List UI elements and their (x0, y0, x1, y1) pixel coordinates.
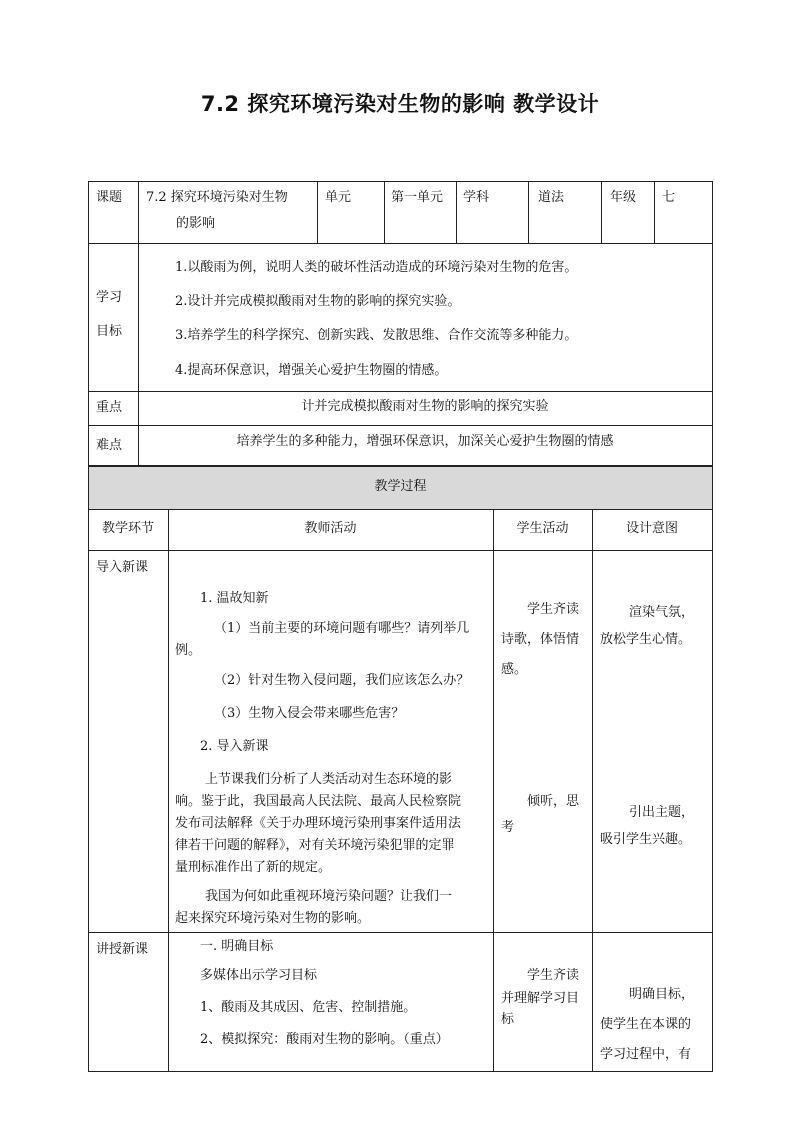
difficulty-label: 难点 (96, 438, 123, 453)
teacher-line: 多媒体出示学习目标 (200, 968, 318, 983)
teacher-line: 例。 (175, 643, 202, 658)
intent-line: 渲染气氛， (629, 605, 695, 620)
header-subject-label: 学科 (463, 190, 490, 205)
objective-item: 3.培养学生的科学探究、创新实践、发散思维、合作交流等多种能力。 (175, 328, 578, 343)
teacher-line: 起来探究环境污染对生物的影响。 (175, 911, 371, 926)
teacher-line: 2、模拟探究：酸雨对生物的影响。（重点） (200, 1032, 449, 1047)
intent-line: 明确目标， (629, 987, 695, 1002)
objectives-label-line1: 学习 (96, 290, 123, 305)
column-header-stage: 教学环节 (101, 521, 154, 536)
stage-lecture: 讲授新课 (96, 942, 149, 957)
objectives-label-line2: 目标 (96, 324, 123, 339)
teacher-line: 我国为何如此重视环境污染问题？让我们一 (205, 889, 453, 904)
teacher-line: （1）当前主要的环境问题有哪些？请列举几 (214, 621, 470, 636)
difficulty-text: 培养学生的多种能力，增强环保意识，加深关心爱护生物圈的情感 (236, 434, 614, 449)
student-line: 并理解学习目 (501, 991, 580, 1006)
page-title: 7.2 探究环境污染对生物的影响 教学设计 (200, 92, 600, 116)
teacher-line: 1、酸雨及其成因、危害、控制措施。 (200, 1000, 417, 1015)
header-unit-label: 单元 (325, 190, 352, 205)
process-heading: 教学过程 (374, 479, 427, 494)
objective-item: 1.以酸雨为例，说明人类的破坏性活动造成的环境污染对生物的危害。 (175, 260, 578, 275)
teacher-line: （2）针对生物入侵问题，我们应该怎么办？ (214, 673, 470, 688)
key-point-text: 计并完成模拟酸雨对生物的影响的探究实验 (301, 399, 549, 414)
student-line: 考 (501, 820, 515, 835)
teacher-line: 发布司法解释《关于办理环境污染刑事案件适用法 (175, 816, 462, 831)
header-grade-label: 年级 (610, 190, 637, 205)
teacher-line: 一. 明确目标 (200, 939, 274, 954)
header-subject-value: 道法 (538, 190, 565, 205)
header-topic-line2: 的影响 (176, 216, 216, 231)
student-line: 学生齐读 (527, 602, 580, 617)
student-line: 诗歌，体悟情 (501, 632, 580, 647)
intent-line: 引出主题， (629, 805, 695, 820)
teacher-line: 量刑标准作出了新的规定。 (175, 860, 332, 875)
teacher-line: 1. 温故知新 (200, 591, 269, 606)
student-line: 感。 (501, 662, 528, 677)
header-grade-value: 七 (662, 190, 676, 205)
student-line: 标 (501, 1012, 515, 1027)
teacher-line: （3）生物入侵会带来哪些危害？ (214, 706, 405, 721)
intent-line: 吸引学生兴趣。 (600, 832, 692, 847)
column-header-teacher: 教师活动 (304, 521, 357, 536)
column-header-student: 学生活动 (516, 521, 569, 536)
teacher-line: 律若干问题的解释》，对有关环境污染犯罪的定罪 (175, 838, 455, 853)
teacher-line: 响。鉴于此，我国最高人民法院、最高人民检察院 (175, 794, 462, 809)
stage-intro: 导入新课 (96, 560, 149, 575)
header-topic-label: 课题 (96, 190, 123, 205)
intent-line: 使学生在本课的 (600, 1017, 692, 1032)
teacher-line: 2. 导入新课 (200, 739, 269, 754)
key-point-label: 重点 (96, 400, 123, 415)
header-unit-value: 第一单元 (391, 190, 444, 205)
intent-line: 学习过程中，有 (600, 1047, 692, 1062)
objective-item: 2.设计并完成模拟酸雨对生物的影响的探究实验。 (175, 294, 461, 309)
student-line: 学生齐读 (527, 968, 580, 983)
header-topic-line1: 7.2 探究环境污染对生物 (146, 190, 288, 205)
teacher-line: 上节课我们分析了人类活动对生态环境的影 (205, 772, 453, 787)
column-header-intent: 设计意图 (625, 521, 678, 536)
intent-line: 放松学生心情。 (600, 632, 692, 647)
student-line: 倾听，思 (527, 794, 580, 809)
objective-item: 4.提高环保意识，增强关心爱护生物圈的情感。 (175, 363, 448, 378)
